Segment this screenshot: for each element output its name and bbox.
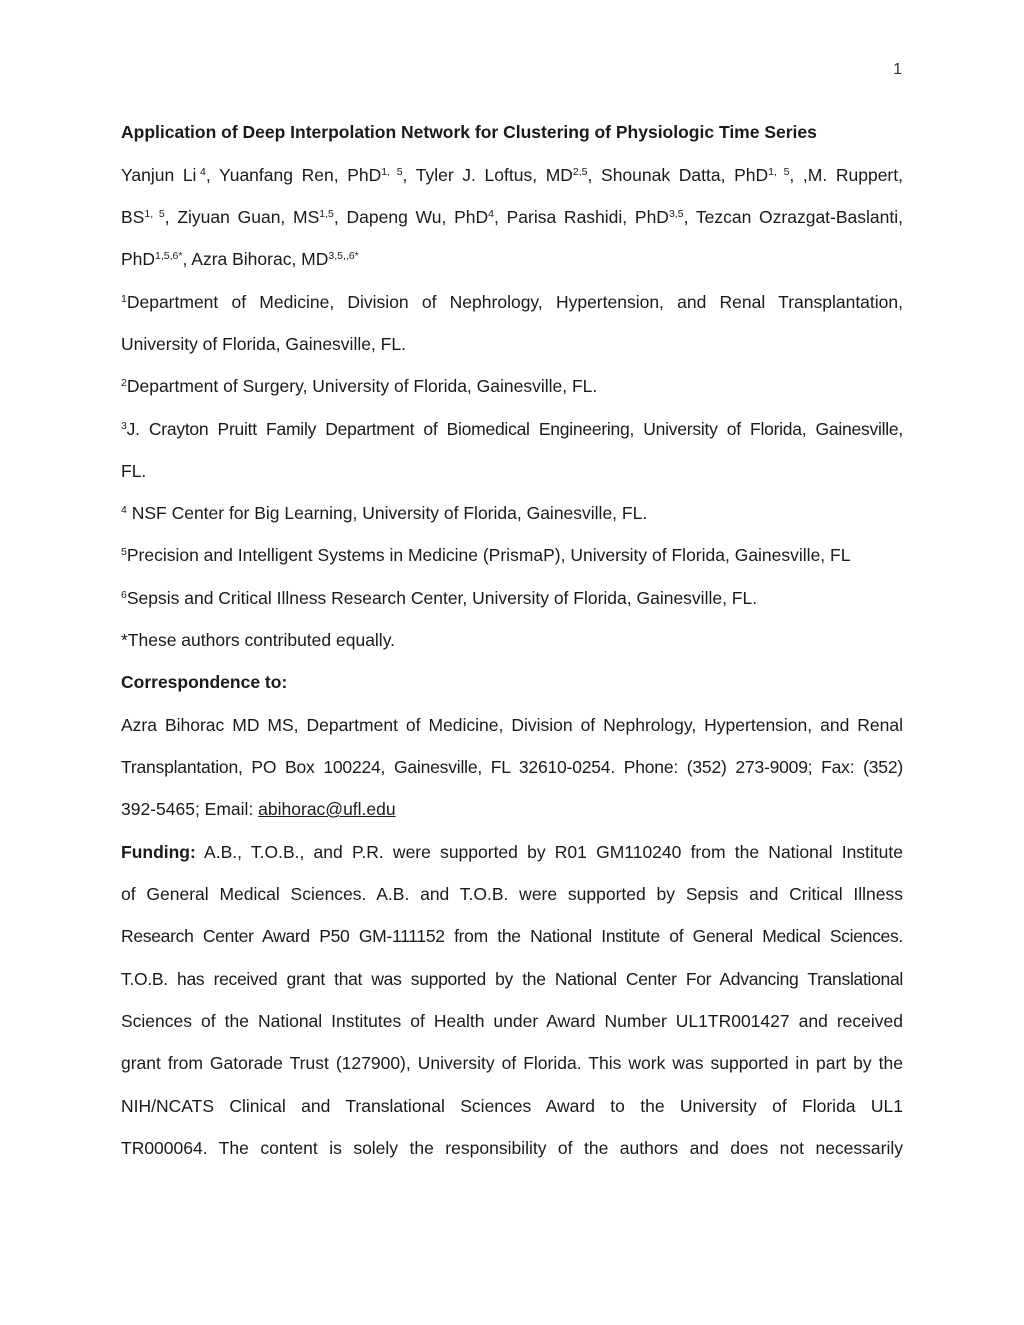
- author-name-part: ,M. Ruppert,: [802, 165, 903, 185]
- author: Ziyuan Guan, MS$^{1,5}$,: [177, 207, 347, 227]
- author-name-part: Tezcan Ozrazgat-Baslanti,: [695, 207, 903, 227]
- affiliation-6: $^6$Sepsis and Critical Illness Research Center, University of Florida, Gainesville, FL.: [121, 588, 758, 608]
- affiliation-2: $^2$Department of Surgery, University of Florida, Gainesville, FL.: [121, 376, 598, 396]
- author-affiliation-mark: 4: [199, 166, 206, 178]
- author-affiliation-mark: 3,5: [668, 208, 684, 220]
- author-affiliation-mark: 1, 5: [768, 166, 790, 178]
- author: Yuanfang Ren, PhD$^{1, 5}$,: [219, 165, 416, 185]
- author-affiliation-mark: 3,5,,6*: [328, 250, 359, 262]
- affiliation-3: $^3$J. Crayton Pruitt Family Department of Biomedical Engineering, University of Florida, Gainesville,: [121, 419, 903, 439]
- author-affiliation-mark: 2,5: [572, 166, 588, 178]
- author-name-part: PhD$^{1,5,6*}$,: [121, 249, 192, 269]
- paper-title: Application of Deep Interpolation Network for Clustering of Physiologic Time Series: [121, 122, 817, 142]
- author-affiliation-mark: 4: [488, 208, 494, 220]
- author: Yanjun Li $^4$,: [121, 165, 219, 185]
- funding-label: Funding:: [121, 842, 196, 862]
- author-affiliation-mark: 1,5: [319, 208, 334, 220]
- author: Parisa Rashidi, PhD$^{3,5}$,: [506, 207, 696, 227]
- affiliation-5: $^5$Precision and Intelligent Systems in Medicine (PrismaP), University of Florida, Gainesville, FL: [121, 545, 851, 565]
- affiliation-4: $^4$ NSF Center for Big Learning, University of Florida, Gainesville, FL.: [121, 503, 648, 523]
- affiliation-1-cont: University of Florida, Gainesville, FL.: [121, 334, 406, 354]
- affiliation-1: $^1$Department of Medicine, Division of Nephrology, Hypertension, and Renal Transplantation,: [121, 292, 903, 312]
- author-name-part: BS$^{1, 5}$,: [121, 207, 178, 227]
- author: Shounak Datta, PhD$^{1, 5}$,: [601, 165, 803, 185]
- author: Tyler J. Loftus, MD$^{2,5}$,: [415, 165, 602, 185]
- author: Dapeng Wu, PhD$^4$,: [346, 207, 507, 227]
- author-affiliation-mark: 1, 5: [381, 166, 403, 178]
- author-affiliation-mark: 1,5,6*: [155, 250, 183, 262]
- author: Azra Bihorac, $MD^{3,5,,6*}$: [191, 249, 359, 269]
- author-affiliation-mark: 1, 5: [144, 208, 165, 220]
- front-matter: Application of Deep Interpolation Network for Clustering of Physiologic Time Series Yanjun Li $^4$, Yuanfang Ren, PhD$^{1, 5}$, Tyler J. Loftus, MD$^{2,5}$, Shounak Datta, PhD$^{1, 5}$, ,M. Ruppert, BS$^{1, 5}$, Ziyuan Guan, MS$^{1,5}$, Dapeng Wu, PhD$^4$, Parisa Rashidi, PhD$^{3,5}$, Tezcan Ozrazgat-Baslanti, PhD$^{1,5,6*}$, Azra Bihorac, $MD^{3,5,,6*}$ $^1$Department of Medicine, Division of Nephrology, Hypertension, and Renal Transplantation, University of Florida, Gainesville, FL. $^2$Department of Surgery, University of Florida, Gainesville, FL. $^3$J. Crayton Pruitt Family Department of Biomedical Engineering, University of Florida, Gainesville, FL. $^4$ NSF Center for Big Learning, University of Florida, Gainesville, FL. $^5$Precision and Intelligent Systems in Medicine (PrismaP), University of Florida, Gainesville, FL $^6$Sepsis and Critical Illness Research Center, University of Florida, Gainesville, FL. *These authors contributed equally. Correspondence to: Azra Bihorac MD MS, Department of Medicine, Division of Nephrology, Hypertension, and Renal Transplantation, PO Box 100224, Gainesville, FL 32610-0254. Phone: (352) 273-9009; Fax: (352) 392-5465; Email: abihorac@ufl.edu Funding: A.B., T.O.B., and P.R. were supported by R01 GM110240 from the National Institute of General Medical Sciences. A.B. and T.O.B. were supported by Sepsis and Critical Illness Research Center Award P50 GM-111152 from the National Institute of General Medical Sciences. T.O.B. has received grant that was supported by the National Center For Advancing Translational Sciences of the National Institutes of Health under Award Number UL1TR001427 and received grant from Gatorade Trust (127900), University of Florida. This work was supported in part by the NIH/NCATS Clinical and Translational Sciences Award to the University of Florida UL1 TR000064. The content is solely the responsibility of the authors and does not necessarily: [121, 122, 903, 1158]
- affiliation-3-cont: FL.: [121, 461, 147, 481]
- equal-contribution-note: *These authors contributed equally.: [121, 630, 396, 650]
- page-number: 1: [893, 61, 902, 78]
- correspondence-heading: Correspondence to:: [121, 672, 288, 692]
- correspondence-email-link[interactable]: abihorac@ufl.edu: [258, 799, 396, 819]
